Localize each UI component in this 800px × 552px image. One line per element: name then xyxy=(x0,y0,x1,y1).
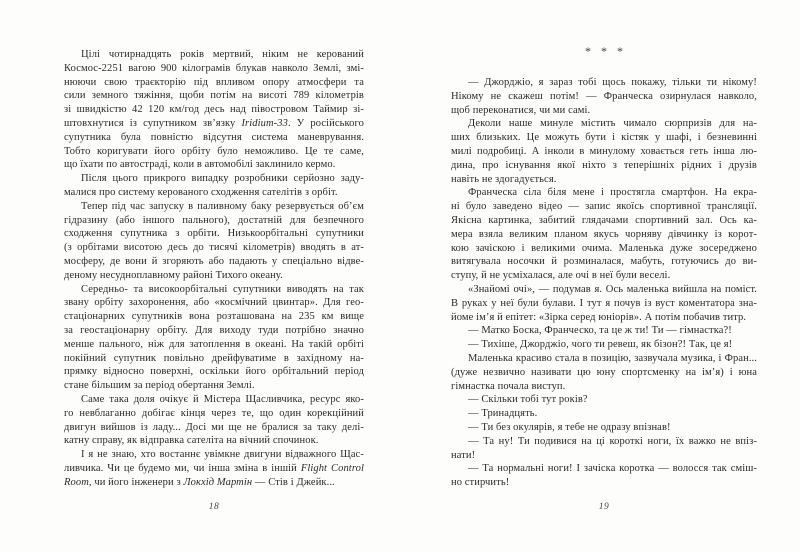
text-line: — Тринадцять. xyxy=(468,408,538,420)
text-line: ступу, й не усміхалася, але очі в неї були веселі. xyxy=(451,270,671,282)
text-line: катну справу, як відправка сателіта на вічний спочинок. xyxy=(64,435,319,447)
section-separator: * * * xyxy=(585,44,623,58)
text-line: що їхати по автостраді, коли в автомобілі заклинило кермо. xyxy=(64,159,336,171)
page-number-left: 18 xyxy=(208,502,220,512)
text-line: супутника була повністю відсутня система маневрування. xyxy=(64,131,364,143)
text-line: Франческа сіла біля мене і простягла смартфон. На екра- xyxy=(468,187,757,199)
text-line: йоме ім’я й епітет: «Зірка серед юніорів». А потім побачив титр. xyxy=(451,311,747,323)
text-line: Саме така доля очікує й Містера Щасливчика, ресурс яко- xyxy=(81,393,364,405)
text-line: сили земного тяжіння, щоби потім на висоті 789 кілометрів xyxy=(64,90,364,102)
text-line: ливчика. Чи це будемо ми, чи інша зміна в іншій Flight Control xyxy=(64,462,364,474)
text-line: милі подробиці. А інколи в минулому ховається геть інша лю- xyxy=(451,145,757,157)
text-line: Тепер під час запуску в паливному баку резервується об’єм xyxy=(81,200,364,212)
page-number-right: 19 xyxy=(598,502,610,512)
text-line: за геостаціонарну орбіту. Для виходу туди потрібно значно xyxy=(64,324,364,336)
text-line: Нікому не скажеш потім! — Франческа озирнулася навколо, xyxy=(451,90,757,102)
text-line: штовхнутися із супутником зв’язку Iridium-33. У російського xyxy=(64,117,364,129)
text-line: гідразину (або іншого пального), достатній для безпечного xyxy=(64,214,364,226)
text-line: — Тихіше, Джорджіо, чого ти ревеш, як бізон?! Так, це я! xyxy=(468,339,733,351)
text-line: навіть не здогадується. xyxy=(451,173,557,185)
text-line: двигун вийшов із ладу... Досі ми ще не бралися за таку делі- xyxy=(64,421,364,433)
text-line: І я не знаю, хто востаннє увімкне двигуни відважного Щас- xyxy=(81,449,364,461)
text-line: Деколи наше минуле містить чимало сюрпризів для на- xyxy=(468,118,757,130)
text-line: — Матко Боска, Франческо, та це ж ти! Ти — гімнастка?! xyxy=(468,325,732,337)
italic-text: Локхід Мартін xyxy=(183,476,253,488)
text-line: нати! xyxy=(451,449,476,461)
text-line: витягувала носочки й розминалася, мабуть, готуючись до ви- xyxy=(451,256,757,268)
text-line: — Ти без окулярів, я тебе не одразу впізнав! xyxy=(468,421,671,433)
italic-text: Iridium-33 xyxy=(241,117,288,129)
text-line: Після цього прикрого випадку розробники серйозно заду- xyxy=(81,173,364,185)
text-line: но стирчить! xyxy=(451,477,510,489)
text-line: «Знайомі очі», — подумав я. Ось маленька вийшла на поміст. xyxy=(468,283,757,295)
text-line: ні було заведено відео — запис якоїсь спортивної трансляції. xyxy=(451,201,757,213)
text-line: мосферу, де вони й згоряють або падають у спеціально відве- xyxy=(64,255,364,267)
text-line: (дуже незвично називати цю юну спортсменку на ім’я) і юна xyxy=(451,366,757,378)
italic-text: Room xyxy=(64,476,89,488)
book-page-left xyxy=(64,48,364,490)
text-line: Тобто коригувати його орбіту було неможливо. Це те саме, xyxy=(64,145,364,157)
text-line: Якісна картинка, забитий глядачами спортивний зал. Ось ка- xyxy=(451,214,757,226)
text-line: гімнастка почала виступ. xyxy=(451,380,566,392)
text-line: звану орбіту захоронення, або «космічний цвинтар». Для гео- xyxy=(64,297,364,309)
text-line: В руках у неї були булави. І тут я почув із вуст коментатора зна- xyxy=(451,297,757,309)
book-page-right xyxy=(451,44,757,490)
text-line: малися про систему керованого сходження сателітів з орбіт. xyxy=(64,186,338,198)
text-line: прямку відносно поверхні, оскільки його орбітальний період xyxy=(64,366,364,378)
text-line: Цілі чотирнадцять років мертвий, ніким не керований xyxy=(81,49,364,60)
text-line: стане більшим за період обертання Землі. xyxy=(64,380,255,392)
text-line: нюючи свою траєкторію під впливом опору атмосфери та xyxy=(64,76,364,88)
text-line: дина, про існування якої ніхто з теперішніх рідних і друзів xyxy=(451,159,757,171)
text-line: стаціонарних супутників вона розташована на 235 км вище xyxy=(64,311,364,323)
text-line: ших близьких. Це можуть бути і кістяк у шафі, і безневинні xyxy=(451,132,757,144)
text-line: менше пального, ніж для затоплення в океані. На такій орбіті xyxy=(64,338,364,350)
text-line: зі швидкістю 42 120 км/год десь над півостровом Таймир зі- xyxy=(64,104,364,116)
text-line: мера взяла великим планом якусь чорняву дівчинку із корот- xyxy=(451,228,757,240)
text-line: (з орбітами висотою десь до тисячі кілометрів) вводять в ат- xyxy=(64,242,364,254)
italic-text: Flight Control xyxy=(300,462,364,474)
text-line: щоб переконатися, чи ми самі. xyxy=(451,104,591,116)
text-line: — Скільки тобі тут років? xyxy=(468,394,588,406)
text-line: сходження супутника з орбіти. Низькоорбітальні супутники xyxy=(64,228,364,240)
text-line: — Та нормальні ноги! І зачіска коротка — волосся так сміш- xyxy=(468,463,757,475)
text-line: — Джорджіо, я зараз тобі щось покажу, тільки ти нікому! xyxy=(468,77,757,88)
text-line: деному несудноплавному районі Тихого океану. xyxy=(64,269,283,281)
text-line: Середньо- та високоорбітальні супутники виводять на так xyxy=(81,283,364,295)
text-line: кою зачіскою і великими очима. Маленька дуже зосереджено xyxy=(451,242,757,254)
text-line: Космос-2251 вагою 900 кілограмів блукав навколо Землі, змі- xyxy=(64,62,364,74)
text-line: покійний супутник повільно дрейфуватиме в західному на- xyxy=(64,352,364,364)
text-line: Маленька красиво стала в позицію, зазвучала музика, і Фран... xyxy=(468,352,757,364)
text-line: — Та ну! Ти подивися на ці короткі ноги, їх важко не впіз- xyxy=(468,435,757,447)
text-line: го невблаганно добігає кінця через те, що один корекційний xyxy=(64,407,364,419)
text-line: Room, чи його інженери з Локхід Мартін — Стів і Джейк... xyxy=(64,476,335,488)
